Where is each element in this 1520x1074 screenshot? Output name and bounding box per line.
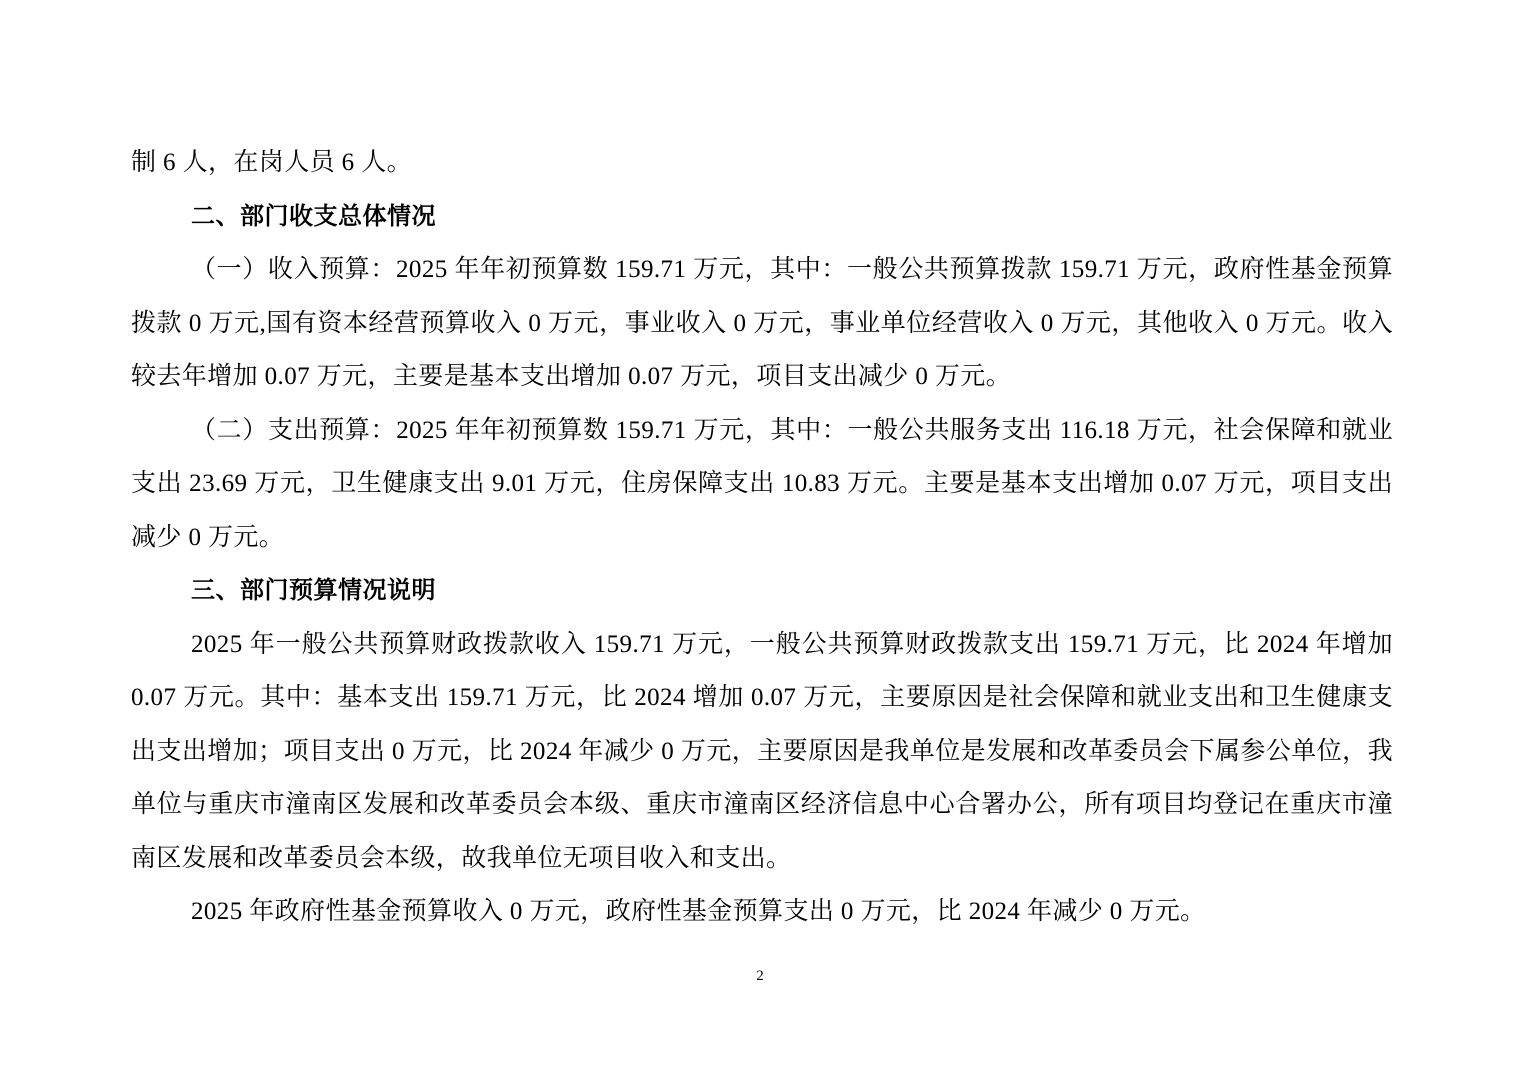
paragraph-expenditure-budget: （二）支出预算：2025 年年初预算数 159.71 万元，其中：一般公共服务支出 116.18 万元，社会保障和就业支出 23.69 万元，卫生健康支出 9.01 万元，住房保障支出 10.83 万元。主要是基本支出增加 0.07 万元，项目支出减少 0 万元。 bbox=[131, 416, 1393, 551]
page-number: 2 bbox=[756, 968, 764, 984]
paragraph-income-budget: （一）收入预算：2025 年年初预算数 159.71 万元，其中：一般公共预算拨款 159.71 万元，政府性基金预算拨款 0 万元,国有资本经营预算收入 0 万元，事业收入 0 万元，事业单位经营收入 0 万元，其他收入 0 万元。收入较去年增加 0.07 万元，主要是基本支出增加 0.07 万元，项目支出减少 0 万元。 bbox=[131, 256, 1393, 390]
paragraph-general-public-budget: 2025 年一般公共预算财政拨款收入 159.71 万元，一般公共预算财政拨款支出 159.71 万元，比 2024 年增加 0.07 万元。其中：基本支出 159.71 万元，比 2024 增加 0.07 万元，主要原因是社会保障和就业支出和卫生健康支出支出增加；项目支出 0 万元，比 2024 年减少 0 万元，主要原因是我单位是发展和改革委员会下属参公单位，我单位与重庆市潼南区发展和改革委员会本级、重庆市潼南区经济信息中心合署办公，所有项目均登记在重庆市潼南区发展和改革委员会本级，故我单位无项目收入和支出。 bbox=[131, 630, 1393, 872]
document-body bbox=[131, 136, 1393, 939]
paragraph-staffing: 制 6 人，在岗人员 6 人。 bbox=[131, 149, 413, 176]
section-heading-budget-explanation: 三、部门预算情况说明 bbox=[191, 576, 436, 604]
section-heading-overall-budget: 二、部门收支总体情况 bbox=[191, 201, 436, 230]
paragraph-government-fund-budget: 2025 年政府性基金预算收入 0 万元，政府性基金预算支出 0 万元，比 2024 年减少 0 万元。 bbox=[191, 898, 1206, 925]
